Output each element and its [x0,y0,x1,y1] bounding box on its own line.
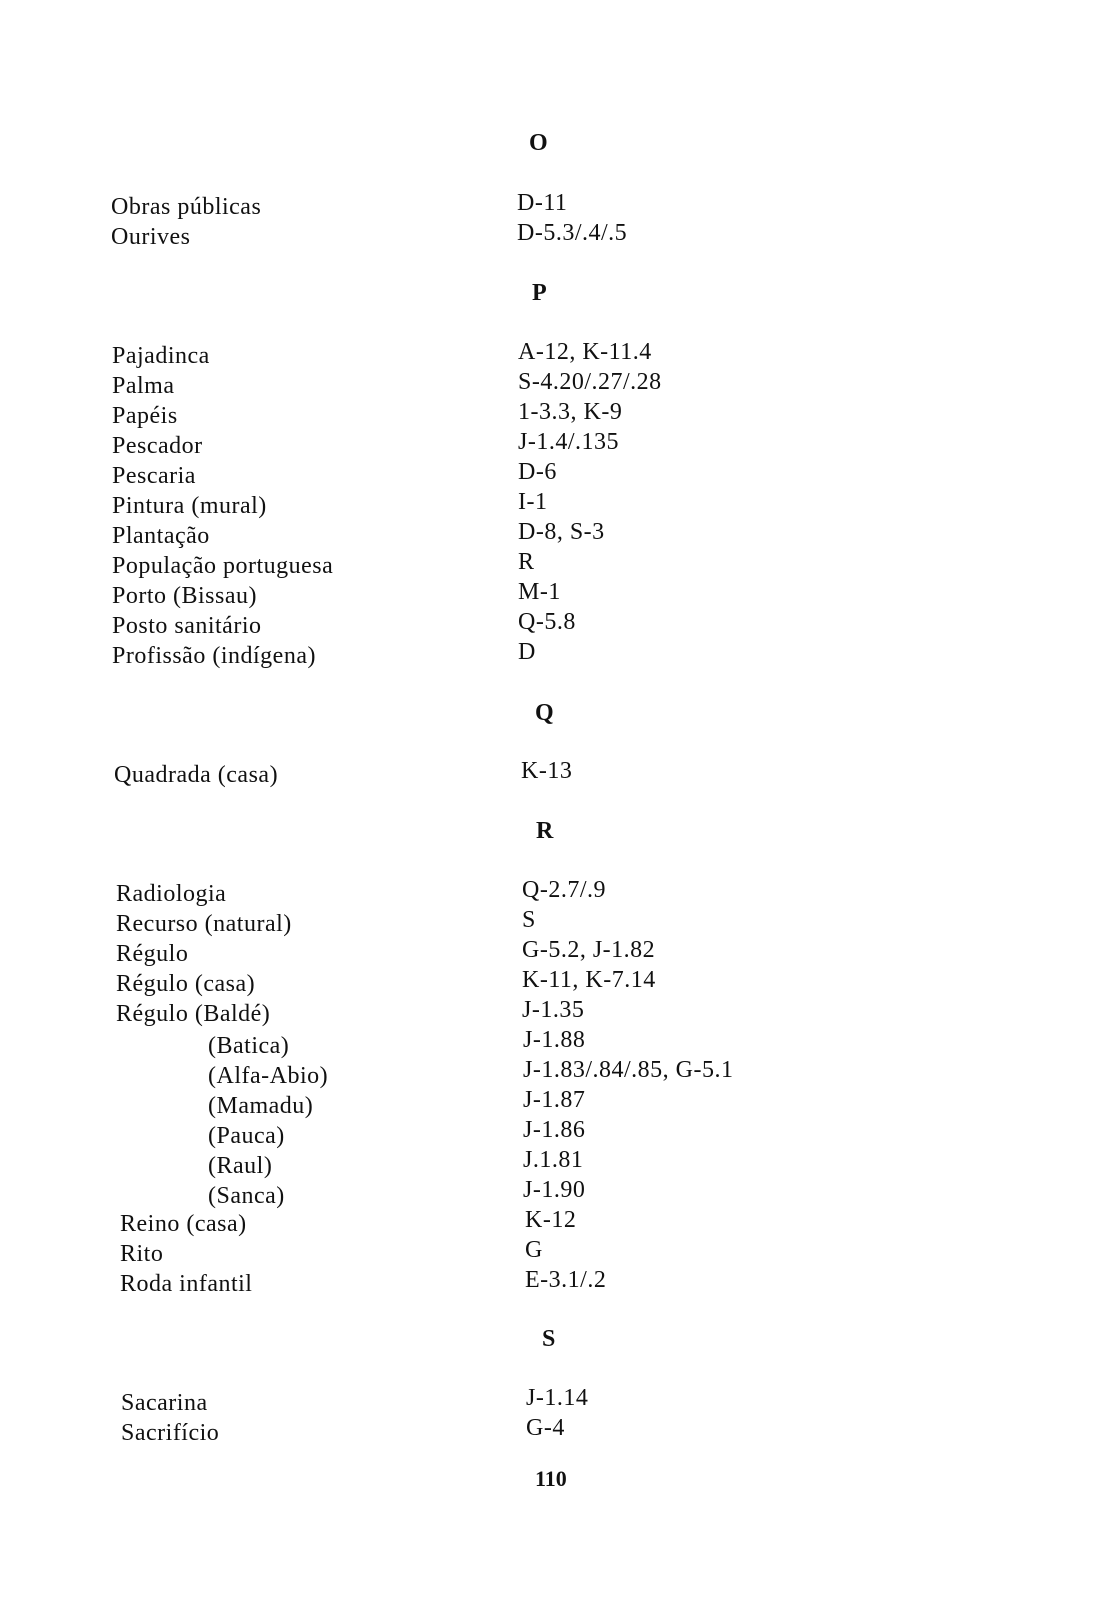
section-heading-s: S [542,1326,556,1352]
index-term: (Alfa-Abio) [208,1063,329,1089]
index-ref: K-13 [521,758,573,784]
page-number: 110 [535,1466,567,1491]
index-ref: E-3.1/.2 [525,1267,607,1293]
index-term: Roda infantil [120,1271,253,1297]
index-ref: J-1.83/.84/.85, G-5.1 [523,1057,734,1083]
index-ref: M-1 [518,579,561,605]
index-term: (Pauca) [208,1123,285,1149]
index-ref: J-1.14 [526,1385,589,1411]
index-term: Porto (Bissau) [112,583,257,609]
section-heading-p: P [532,280,547,306]
index-term: Pintura (mural) [112,493,267,519]
index-term: (Sanca) [208,1183,285,1209]
section-heading-q: Q [535,700,554,726]
index-ref: J.1.81 [523,1147,584,1173]
index-term: Régulo (casa) [116,971,256,997]
index-term: Posto sanitário [112,613,262,639]
index-ref: D-8, S-3 [518,519,605,545]
index-ref: R [518,549,535,575]
index-term: Profissão (indígena) [112,643,316,669]
index-ref: J-1.35 [522,997,585,1023]
section-heading-o: O [529,130,548,156]
index-term: Reino (casa) [120,1211,247,1237]
index-term: (Batica) [208,1033,290,1059]
index-ref: G-4 [526,1415,565,1441]
section-heading-r: R [536,818,554,844]
index-term: Quadrada (casa) [114,762,279,788]
index-ref: K-12 [525,1207,577,1233]
index-term: Recurso (natural) [116,911,292,937]
index-term: Obras públicas [111,194,262,220]
index-ref: J-1.4/.135 [518,429,619,455]
index-term: Sacrifício [121,1420,220,1446]
index-ref: J-1.90 [523,1177,586,1203]
index-term: Plantação [112,523,210,549]
index-ref: D-6 [518,459,557,485]
index-ref: J-1.88 [523,1027,586,1053]
index-term: População portuguesa [112,553,334,579]
index-term: Régulo [116,941,189,967]
index-ref: S-4.20/.27/.28 [518,369,662,395]
index-ref: K-11, K-7.14 [522,967,656,993]
index-ref: Q-5.8 [518,609,576,635]
index-ref: S [522,907,536,933]
index-ref: 1-3.3, K-9 [518,399,623,425]
index-ref: G-5.2, J-1.82 [522,937,656,963]
index-term: Rito [120,1241,164,1267]
index-term: Pescaria [112,463,196,489]
index-ref: Q-2.7/.9 [522,877,606,903]
index-term: Pescador [112,433,203,459]
index-ref: D [518,639,536,665]
index-ref: I-1 [518,489,548,515]
index-ref: J-1.87 [523,1087,586,1113]
index-term: Ourives [111,224,191,250]
index-ref: G [525,1237,543,1263]
index-term: Régulo (Baldé) [116,1001,271,1027]
index-ref: D-11 [517,190,568,216]
index-ref: J-1.86 [523,1117,586,1143]
index-term: (Mamadu) [208,1093,314,1119]
index-term: Sacarina [121,1390,208,1416]
index-term: Palma [112,373,175,399]
index-term: Pajadinca [112,343,210,369]
index-ref: A-12, K-11.4 [518,339,652,365]
index-term: Radiologia [116,881,227,907]
index-term: (Raul) [208,1153,273,1179]
index-term: Papéis [112,403,178,429]
index-ref: D-5.3/.4/.5 [517,220,628,246]
